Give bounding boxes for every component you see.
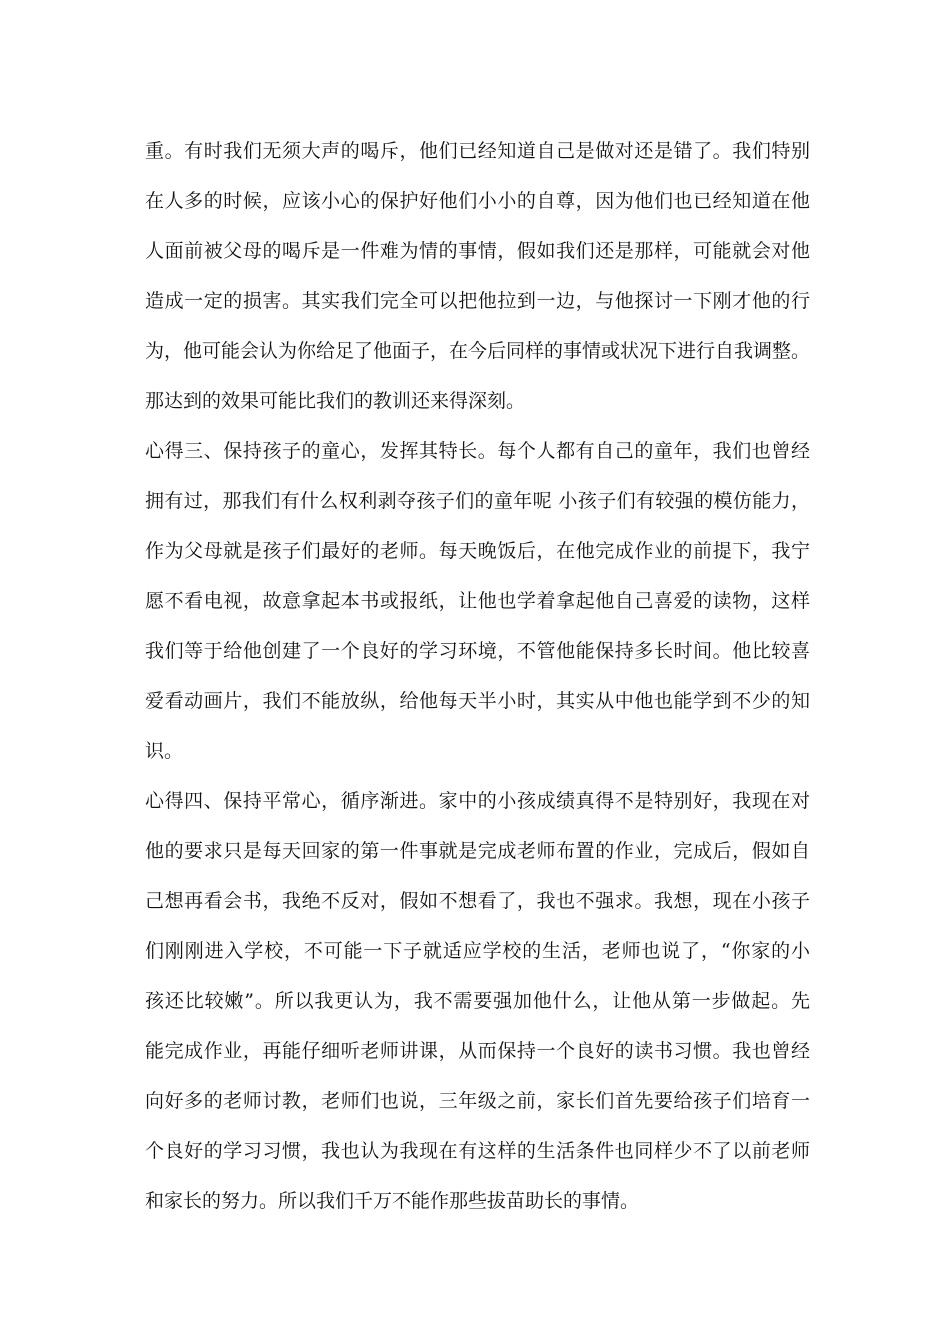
text-line: 爱看动画片，我们不能放纵，给他每天半小时，其实从中他也能学到不少的知 bbox=[145, 690, 810, 712]
text-line: 个良好的学习习惯，我也认为我现在有这样的生活条件也同样少不了以前老师 bbox=[145, 1140, 810, 1162]
text-line: 己想再看会书，我绝不反对，假如不想看了，我也不强求。我想，现在小孩子 bbox=[145, 890, 810, 912]
text-line: 在人多的时候，应该小心的保护好他们小小的自尊，因为他们也已经知道在他 bbox=[145, 190, 810, 212]
text-line: 能完成作业，再能仔细听老师讲课，从而保持一个良好的读书习惯。我也曾经 bbox=[145, 1040, 810, 1062]
text-line: 心得三、保持孩子的童心，发挥其特长。每个人都有自己的童年，我们也曾经 bbox=[145, 440, 810, 462]
text-line: 们刚刚进入学校，不可能一下子就适应学校的生活，老师也说了，“你家的小 bbox=[145, 940, 810, 962]
text-line: 和家长的努力。所以我们千万不能作那些拔苗助长的事情。 bbox=[145, 1190, 640, 1212]
text-line: 作为父母就是孩子们最好的老师。每天晚饭后，在他完成作业的前提下，我宁 bbox=[145, 540, 810, 562]
text-line: 他的要求只是每天回家的第一件事就是完成老师布置的作业，完成后，假如自 bbox=[145, 840, 810, 862]
text-line: 愿不看电视，故意拿起本书或报纸，让他也学着拿起他自己喜爱的读物，这样 bbox=[145, 590, 810, 612]
text-line: 人面前被父母的喝斥是一件难为情的事情，假如我们还是那样，可能就会对他 bbox=[145, 240, 810, 262]
text-line: 那达到的效果可能比我们的教训还来得深刻。 bbox=[145, 390, 526, 412]
text-line: 造成一定的损害。其实我们完全可以把他拉到一边，与他探讨一下刚才他的行 bbox=[145, 290, 810, 312]
text-line: 心得四、保持平常心，循序渐进。家中的小孩成绩真得不是特别好，我现在对 bbox=[145, 790, 810, 812]
text-line: 拥有过，那我们有什么权利剥夺孩子们的童年呢 小孩子们有较强的模仿能力， bbox=[145, 490, 810, 512]
text-line: 向好多的老师讨教，老师们也说，三年级之前，家长们首先要给孩子们培育一 bbox=[145, 1090, 810, 1112]
text-line: 为，他可能会认为你给足了他面子，在今后同样的事情或状况下进行自我调整。 bbox=[145, 340, 811, 362]
text-line: 重。有时我们无须大声的喝斥，他们已经知道自己是做对还是错了。我们特别 bbox=[145, 140, 810, 162]
text-line: 我们等于给他创建了一个良好的学习环境，不管他能保持多长时间。他比较喜 bbox=[145, 640, 810, 662]
body-text bbox=[145, 126, 810, 1226]
text-line: 识。 bbox=[145, 740, 184, 762]
text-line: 孩还比较嫩”。所以我更认为，我不需要强加他什么，让他从第一步做起。先 bbox=[145, 990, 810, 1012]
